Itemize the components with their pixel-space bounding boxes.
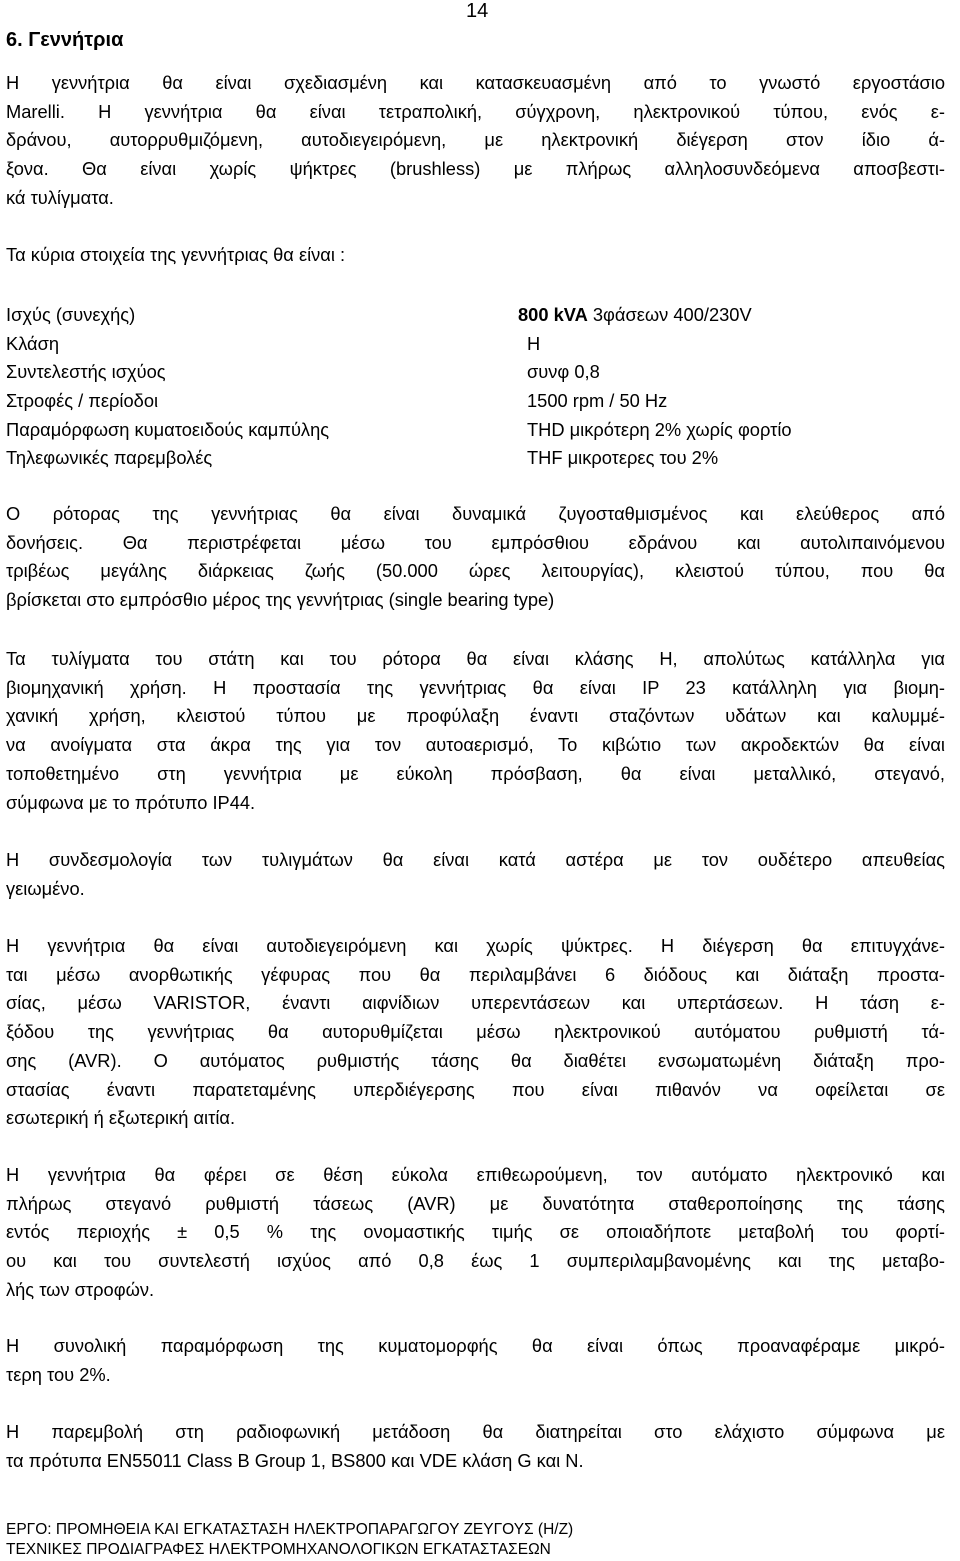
paragraph-line: Η συνδεσμολογία των τυλιγμάτων θα είναι κατά αστέρα με τον ουδέτερο απευθείας (6, 849, 945, 870)
paragraph-line: ται μέσω ανορθωτικής γέφυρας που θα περιλαμβάνει 6 διόδους και διάταξη προστα- (6, 963, 945, 985)
excitation-paragraph (6, 932, 945, 1133)
paragraph-line: τοποθετημένο στη γεννήτρια με εύκολη πρόσβαση, θα είναι μεταλλικό, στεγανό, (6, 762, 945, 784)
spec-value-text: 3φάσεων 400/230V (587, 304, 752, 325)
paragraph-line: ξονα. Θα είναι χωρίς ψήκτρες (brushless) με πλήρως αλληλοσυνδεόμενα αποσβεστι- (6, 158, 945, 180)
paragraph-line: Η γεννήτρια θα είναι σχεδιασμένη και κατασκευασμένη από το γνωστό εργοστάσιο (6, 72, 945, 93)
paragraph-line: βρίσκεται στο εμπρόσθιο μέρος της γεννήτριας (single bearing type) (6, 589, 555, 611)
paragraph-line: λής των στροφών. (6, 1278, 155, 1300)
paragraph-line: γειωμένο. (6, 877, 85, 899)
footer-project: ΕΡΓΟ: ΠΡΟΜΗΘΕΙΑ ΚΑΙ ΕΓΚΑΤΑΣΤΑΣΗ ΗΛΕΚΤΡΟΠΑΡΑΓΩΓΟΥ ΖΕΥΓΟΥΣ (Η/Ζ) (6, 1521, 574, 1538)
spec-value: Η (527, 332, 541, 354)
paragraph-line: Ο ρότορας της γεννήτριας θα είναι δυναμικά ζυγοσταθμισμένος και ελεύθερος από (6, 503, 945, 524)
connection-paragraph (6, 846, 945, 903)
paragraph-line: πλήρως στεγανό ρυθμιστή τάσεως (AVR) με δυνατότητα σταθεροποίησης της τάσης (6, 1192, 945, 1214)
windings-paragraph (6, 645, 945, 817)
spec-row (6, 330, 945, 359)
paragraph-line: Η γεννήτρια θα είναι αυτοδιεγειρόμενη και χωρίς ψύκτρες. Η διέγερση θα επιτυγχάνε- (6, 935, 945, 956)
spec-label: Τηλεφωνικές παρεμβολές (6, 447, 213, 469)
spec-table (6, 301, 945, 473)
paragraph-line: εντός περιοχής ± 0,5 % της ονομαστικής τιμής σε οποιαδήποτε μεταβολή του φορτί- (6, 1221, 945, 1243)
spec-row (6, 444, 945, 473)
paragraph-line: τριβέως μεγάλης διάρκειας ζωής (50.000 ώρες λειτουργίας), κλειστού τύπου, που θα (6, 560, 945, 582)
spec-value: THD μικρότερη 2% χωρίς φορτίο (527, 418, 792, 440)
paragraph-line: ξόδου της γεννήτριας θα αυτορυθμίζεται μέσω ηλεκτρονικού αυτόματου ρυθμιστή τά- (6, 1021, 945, 1043)
spec-label: Στροφές / περίοδοι (6, 390, 159, 412)
avr-paragraph (6, 1161, 945, 1305)
paragraph-line: να ανοίγματα στα άκρα της για τον αυτοαερισμό, Το κιβώτιο των ακροδεκτών θα είναι (6, 734, 945, 756)
paragraph-line: Η συνολική παραμόρφωση της κυματομορφής θα είναι όπως προαναφέραμε μικρό- (6, 1335, 945, 1356)
paragraph-line: ου και του συντελεστή ισχύος από 0,8 έως 1 συμπεριλαμβανομένης και της μεταβο- (6, 1250, 945, 1272)
interference-paragraph (6, 1418, 945, 1475)
footer-specs: ΤΕΧΝΙΚΕΣ ΠΡΟΔΙΑΓΡΑΦΕΣ ΗΛΕΚΤΡΟΜΗΧΑΝΟΛΟΓΙΚΩΝ ΕΓΚΑΤΑΣΤΑΣΕΩΝ (6, 1541, 551, 1558)
spec-value: 1500 rpm / 50 Hz (527, 390, 668, 412)
paragraph-line: βιομηχανική χρήση. Η προστασία της γεννήτριας θα είναι IP 23 κατάλληλη για βιομη- (6, 676, 945, 698)
spec-value: THF μικροτερες του 2% (527, 447, 719, 469)
spec-label: Ισχύς (συνεχής) (6, 304, 136, 325)
paragraph-line: χανική χρήση, κλειστού τύπου με προφύλαξη έναντι σταζόντων υδάτων και καλυμμέ- (6, 705, 945, 727)
page-number: 14 (466, 0, 489, 22)
spec-value (518, 301, 752, 330)
spec-label: Κλάση (6, 332, 60, 354)
intro-paragraph (6, 69, 945, 213)
paragraph-line: Η γεννήτρια θα φέρει σε θέση εύκολα επιθεωρούμενη, τον αυτόματο ηλεκτρονικό και (6, 1164, 945, 1185)
paragraph-line: τερη του 2%. (6, 1363, 111, 1385)
rotor-paragraph (6, 500, 945, 615)
paragraph-line: σης (AVR). Ο αυτόματος ρυθμιστής τάσης θα διαθέτει ενσωματωμένη διάταξη προ- (6, 1049, 945, 1071)
paragraph-line: σίας, μέσω VARISTOR, έναντι αιφνίδιων υπερεντάσεων και υπερτάσεων. Η τάση ε- (6, 992, 945, 1014)
paragraph-line: στασίας έναντι παρατεταμένης υπερδιέγερσης που είναι πιθανόν να οφείλεται σε (6, 1078, 945, 1100)
spec-label: Παραμόρφωση κυματοειδούς καμπύλης (6, 418, 330, 440)
spec-row (6, 416, 945, 445)
section-heading: 6. Γεννήτρια (6, 29, 124, 51)
spec-label: Συντελεστής ισχύος (6, 361, 166, 383)
paragraph-line: Marelli. Η γεννήτρια θα είναι τετραπολική, σύγχρονη, ηλεκτρονικού τύπου, ενός ε- (6, 100, 945, 122)
specs-intro-text: Τα κύρια στοιχεία της γεννήτριας θα είναι : (6, 244, 346, 265)
paragraph-line: δράνου, αυτορρυθμιζόμενη, αυτοδιεγειρόμενη, με ηλεκτρονική διέγερση στον ίδιο ά- (6, 129, 945, 151)
specs-intro (6, 241, 945, 270)
spec-row (6, 387, 945, 416)
paragraph-line: εσωτερική ή εξωτερική αιτία. (6, 1107, 236, 1129)
paragraph-line: τα πρότυπα EN55011 Class B Group 1, BS800 και VDE κλάση G και N. (6, 1449, 584, 1471)
spec-row (6, 301, 945, 330)
paragraph-line: Η παρεμβολή στη ραδιοφωνική μετάδοση θα διατηρείται στο ελάχιστο σύμφωνα με (6, 1421, 945, 1442)
paragraph-line: σύμφωνα με το πρότυπο IP44. (6, 791, 256, 813)
distortion-paragraph (6, 1332, 945, 1389)
paragraph-line: δονήσεις. Θα περιστρέφεται μέσω του εμπρόσθιου εδράνου και αυτολιπαινόμενου (6, 531, 945, 553)
paragraph-line: Τα τυλίγματα του στάτη και του ρότορα θα είναι κλάσης Η, απολύτως κατάλληλα για (6, 648, 945, 669)
spec-row (6, 358, 945, 387)
spec-value-bold: 800 kVA (518, 304, 588, 325)
spec-value: συνφ 0,8 (527, 361, 600, 383)
paragraph-line: κά τυλίγματα. (6, 186, 114, 208)
